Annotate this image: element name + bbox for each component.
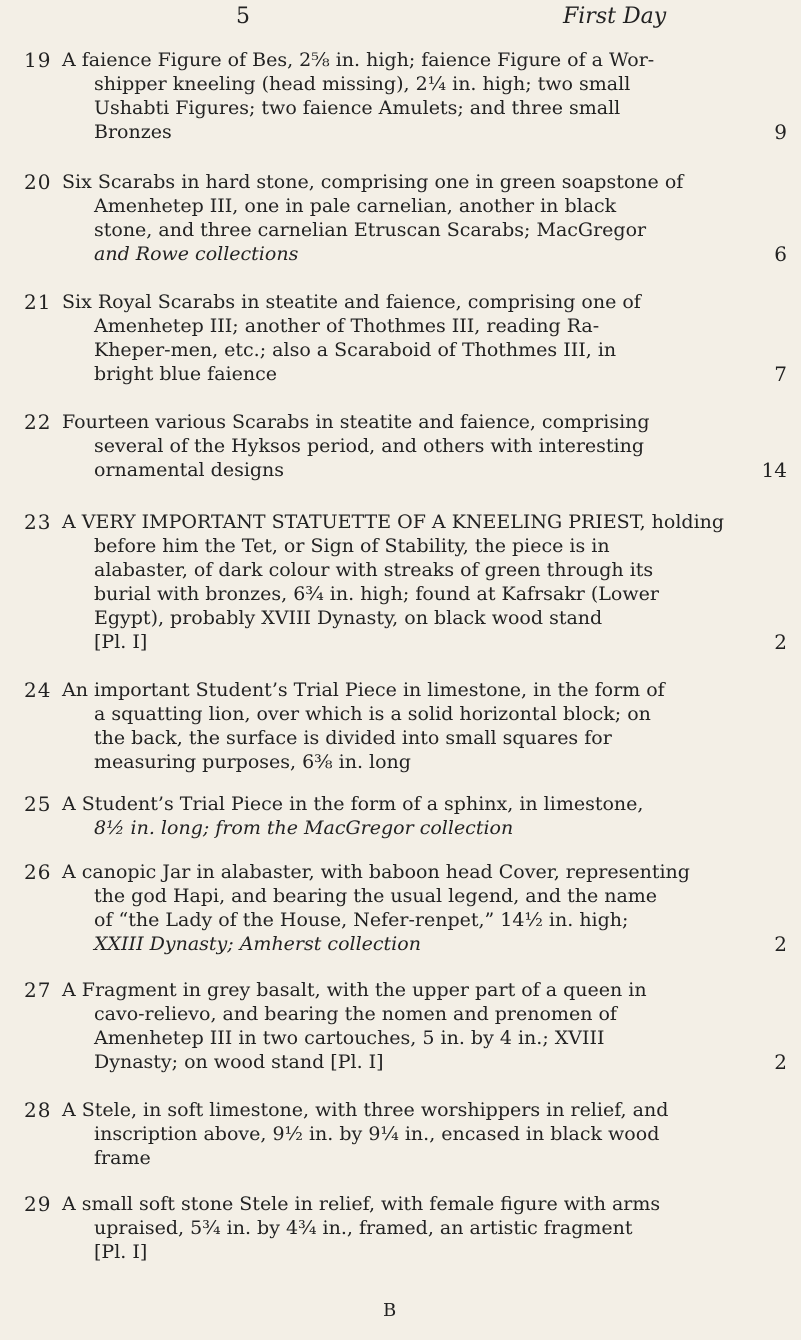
page-number: 5: [236, 4, 250, 29]
lot-description: [62, 978, 790, 1074]
lot-number: 20: [24, 170, 52, 194]
page-header: [0, 0, 801, 40]
lot-line: inscription above, 9½ in. by 9¼ in., encased in black wood: [94, 1123, 660, 1145]
lot-line: measuring purposes, 6⅜ in. long: [94, 751, 411, 773]
lot-line: Amenhetep III, one in pale carnelian, another in black: [94, 195, 617, 217]
lot-description: [62, 678, 790, 774]
lot-line: A VERY IMPORTANT STATUETTE OF A KNEELING PRIEST, holding: [62, 511, 725, 533]
lot-line: ornamental designs: [94, 459, 285, 481]
lot-quantity: 2: [774, 1050, 787, 1074]
lot-line: the god Hapi, and bearing the usual legend, and the name: [94, 885, 658, 907]
lot-line: a squatting lion, over which is a solid horizontal block; on: [94, 703, 651, 725]
lot-number: 22: [24, 410, 52, 434]
lot-line: A Fragment in grey basalt, with the upper part of a queen in: [62, 979, 647, 1001]
lot-line: before him the Tet, or Sign of Stability, the piece is in: [94, 535, 610, 557]
lot-description: [62, 792, 790, 840]
lot-line: Fourteen various Scarabs in steatite and faience, comprising: [62, 411, 650, 433]
lot-quantity: 2: [774, 932, 787, 956]
lot-line: Amenhetep III in two cartouches, 5 in. by 4 in.; XVIII: [94, 1027, 605, 1049]
lot-quantity: 2: [774, 630, 787, 654]
lot-description: [62, 410, 790, 482]
lot-line: burial with bronzes, 6¾ in. high; found at Kafrsakr (Lower: [94, 583, 659, 605]
lot-line: Amenhetep III; another of Thothmes III, reading Ra-: [94, 315, 600, 337]
lot-quantity: 9: [774, 120, 787, 144]
lot-line: Six Royal Scarabs in steatite and faience, comprising one of: [62, 291, 641, 313]
running-head: First Day: [563, 4, 667, 29]
lot-line: Dynasty; on wood stand [Pl. I]: [94, 1051, 384, 1073]
lot-number: 24: [24, 678, 52, 702]
lot-number: 21: [24, 290, 52, 314]
lot-line: A canopic Jar in alabaster, with baboon head Cover, representing: [62, 861, 690, 883]
lot-line: XXIII Dynasty; Amherst collection: [94, 933, 421, 955]
lot-line: A faience Figure of Bes, 2⅝ in. high; faience Figure of a Wor-: [62, 49, 655, 71]
lot-number: 19: [24, 48, 52, 72]
lot-number: 23: [24, 510, 52, 534]
lot-line: A Stele, in soft limestone, with three worshippers in relief, and: [62, 1099, 669, 1121]
lot-quantity: 6: [774, 242, 787, 266]
lot-line: A small soft stone Stele in relief, with female figure with arms: [62, 1193, 661, 1215]
lot-description: [62, 860, 790, 956]
lot-description: [62, 510, 790, 654]
lot-line: A Student’s Trial Piece in the form of a sphinx, in limestone,: [62, 793, 644, 815]
lot-line: shipper kneeling (head missing), 2¼ in. high; two small: [94, 73, 631, 95]
lot-line: bright blue faience: [94, 363, 277, 385]
lot-description: [62, 170, 790, 266]
lot-line: [Pl. I]: [94, 1241, 148, 1263]
lot-line: frame: [94, 1147, 151, 1169]
lot-line: Bronzes: [94, 121, 172, 143]
lot-number: 27: [24, 978, 52, 1002]
lot-line: of “the Lady of the House, Nefer-renpet,” 14½ in. high;: [94, 909, 629, 931]
lot-description: [62, 48, 790, 144]
lot-line: Egypt), probably XVIII Dynasty, on black wood stand: [94, 607, 603, 629]
lot-line: Six Scarabs in hard stone, comprising one in green soapstone of: [62, 171, 684, 193]
lot-description: [62, 1192, 790, 1264]
lot-line: several of the Hyksos period, and others with interesting: [94, 435, 645, 457]
lot-line: upraised, 5¾ in. by 4¾ in., framed, an artistic fragment: [94, 1217, 633, 1239]
lot-line: Ushabti Figures; two faience Amulets; and three small: [94, 97, 621, 119]
lot-line: [Pl. I]: [94, 631, 148, 653]
lot-number: 29: [24, 1192, 52, 1216]
lot-description: [62, 1098, 790, 1170]
lot-quantity: 7: [774, 362, 787, 386]
lot-number: 28: [24, 1098, 52, 1122]
lot-line: An important Student’s Trial Piece in limestone, in the form of: [62, 679, 665, 701]
lot-line: stone, and three carnelian Etruscan Scarabs; MacGregor: [94, 219, 647, 241]
lot-number: 26: [24, 860, 52, 884]
lot-number: 25: [24, 792, 52, 816]
lot-line: cavo-relievo, and bearing the nomen and prenomen of: [94, 1003, 617, 1025]
lot-description: [62, 290, 790, 386]
signature-mark: B: [383, 1300, 397, 1321]
lot-line: Kheper-men, etc.; also a Scaraboid of Thothmes III, in: [94, 339, 617, 361]
lot-quantity: 14: [761, 458, 787, 482]
lot-line: the back, the surface is divided into small squares for: [94, 727, 612, 749]
lot-line: and Rowe collections: [94, 243, 299, 265]
lot-line: 8½ in. long; from the MacGregor collection: [94, 817, 514, 839]
lot-line: alabaster, of dark colour with streaks of green through its: [94, 559, 654, 581]
